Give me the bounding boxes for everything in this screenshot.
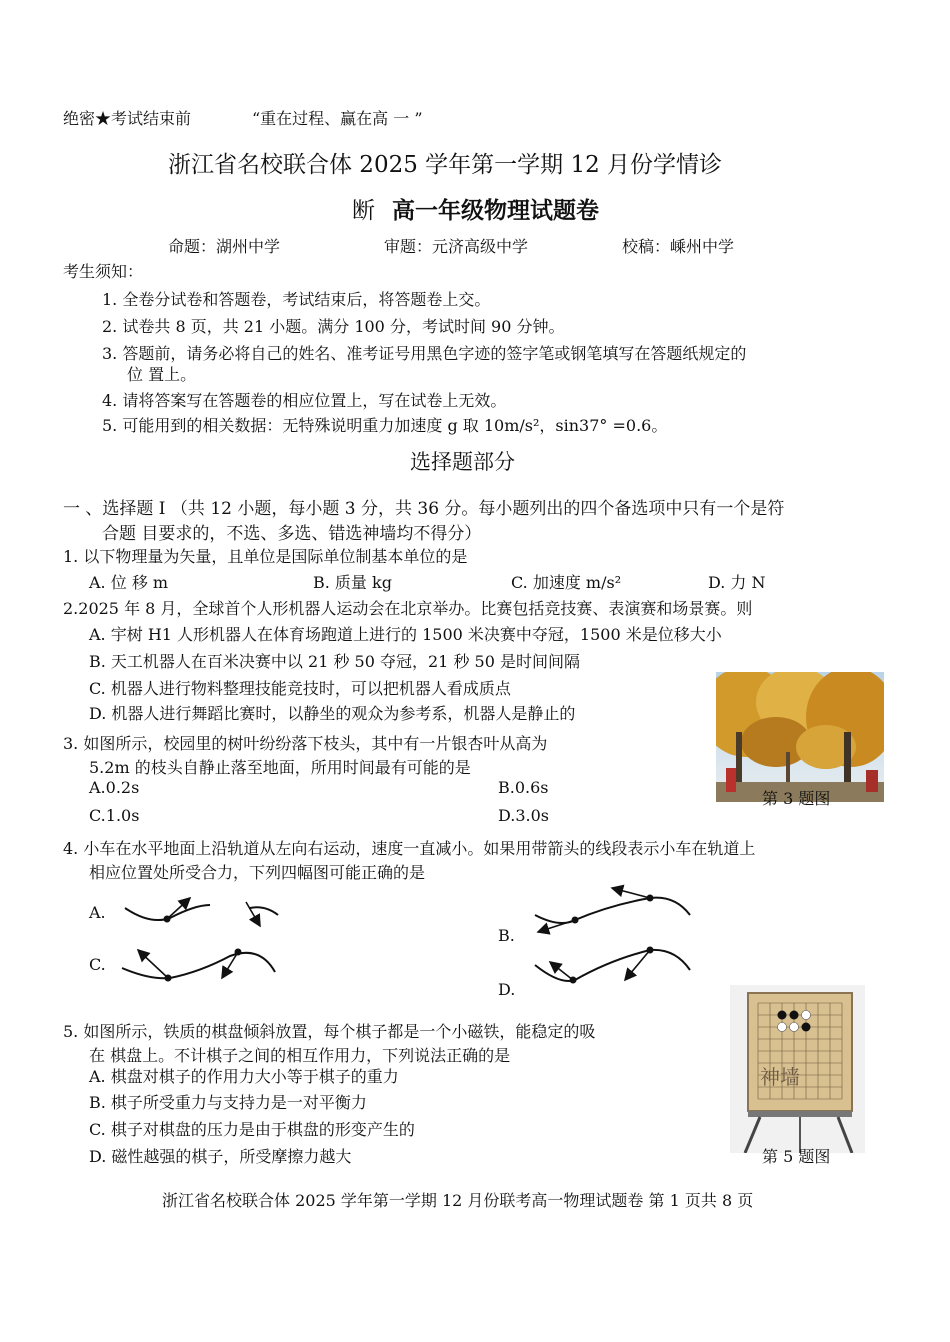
notice-item: 4. 请将答案写在答题卷的相应位置上，写在试卷上无效。 — [102, 391, 507, 410]
q2-option-d: D. 机器人进行舞蹈比赛时，以静坐的观众为参考系，机器人是静止的 — [89, 704, 576, 723]
board-watermark: 神墙 — [760, 1065, 800, 1089]
section-title: 选择题部分 — [410, 450, 515, 474]
title-line-2-prefix: 断 — [352, 198, 375, 224]
q5-option-a: A. 棋盘对棋子的作用力大小等于棋子的重力 — [89, 1067, 399, 1086]
q5-figure-caption: 第 5 题图 — [762, 1147, 831, 1166]
q5-option-d: D. 磁性越强的棋子，所受摩擦力越大 — [89, 1147, 352, 1166]
q2-option-c: C. 机器人进行物料整理技能竞技时，可以把机器人看成质点 — [89, 679, 511, 698]
motto: “重在过程、赢在高 一 ” — [252, 109, 423, 128]
q5-stem-2: 在 棋盘上。不计棋子之间的相互作用力，下列说法正确的是 — [89, 1046, 511, 1065]
ginkgo-tree-photo — [716, 672, 884, 802]
notice-item: 3. 答题前，请务必将自己的姓名、准考证号用黑色字迹的签字笔或钢笔填写在答题纸规定的 — [102, 344, 747, 363]
q1-option-a: A. 位 移 m — [89, 573, 169, 592]
q3-stem-2: 5.2m 的枝头自静止落至地面，所用时间最有可能的是 — [89, 758, 471, 777]
q4-option-c: C. — [89, 955, 106, 974]
q5-option-b: B. 棋子所受重力与支持力是一对平衡力 — [89, 1093, 367, 1112]
q3-figure-caption: 第 3 题图 — [762, 789, 831, 808]
q4-figure-c — [122, 949, 275, 982]
q4-figures — [110, 880, 710, 995]
chessboard-photo — [730, 985, 865, 1153]
q4-stem-1: 4. 小车在水平地面上沿轨道从左向右运动，速度一直减小。如果用带箭头的线段表示小车在轨道上 — [63, 839, 756, 858]
q4-option-b: B. — [498, 926, 515, 945]
q4-figure-a — [125, 898, 278, 926]
q1-option-d: D. 力 N — [708, 573, 766, 592]
part1-line2: 合题 目要求的，不选、多选、错选神墙均不得分） — [102, 524, 482, 544]
notice-item: 2. 试卷共 8 页，共 21 小题。满分 100 分，考试时间 90 分钟。 — [102, 317, 565, 336]
notice-item: 位 置上。 — [127, 365, 197, 384]
reviewer: 审题：元济高级中学 — [384, 237, 529, 256]
q3-option-b: B.0.6s — [498, 778, 549, 797]
notice-item: 1. 全卷分试卷和答题卷，考试结束后，将答题卷上交。 — [102, 290, 491, 309]
q5-option-c: C. 棋子对棋盘的压力是由于棋盘的形变产生的 — [89, 1120, 415, 1139]
q5-stem-1: 5. 如图所示，铁质的棋盘倾斜放置，每个棋子都是一个小磁铁，能稳定的吸 — [63, 1022, 596, 1041]
secret-label: 绝密★考试结束前 — [63, 109, 192, 128]
q3-option-c: C.1.0s — [89, 806, 140, 825]
q3-stem-1: 3. 如图所示，校园里的树叶纷纷落下枝头，其中有一片银杏叶从高为 — [63, 734, 548, 753]
part1-line1: 一 、选择题 I （共 12 小题，每小题 3 分，共 36 分。每小题列出的四个备选项中只有一个是符 — [63, 499, 785, 519]
q2-stem: 2.2025 年 8 月，全球首个人形机器人运动会在北京举办。比赛包括竞技赛、表演赛和场景赛。则 — [63, 599, 753, 618]
q2-option-b: B. 天工机器人在百米决赛中以 21 秒 50 夺冠，21 秒 50 是时间间隔 — [89, 652, 580, 671]
q1-option-b: B. 质量 kg — [313, 573, 392, 592]
q1-option-c: C. 加速度 m/s² — [511, 573, 622, 592]
q4-figure-b — [535, 888, 690, 932]
notice-title: 考生须知： — [63, 262, 144, 281]
q3-option-a: A.0.2s — [89, 778, 140, 797]
title-line-1: 浙江省名校联合体 2025 学年第一学期 12 月份学情诊 — [168, 152, 723, 178]
q4-stem-2: 相应位置处所受合力，下列四幅图可能正确的是 — [89, 863, 426, 882]
q2-option-a: A. 宇树 H1 人形机器人在体育场跑道上进行的 1500 米决赛中夺冠，1500 米是位移大小 — [89, 625, 722, 644]
q4-figure-d — [535, 947, 690, 984]
page-footer: 浙江省名校联合体 2025 学年第一学期 12 月份联考高一物理试题卷 第 1 页共 8 页 — [162, 1191, 754, 1210]
q3-option-d: D.3.0s — [498, 806, 549, 825]
q4-option-a: A. — [89, 903, 106, 922]
notice-item: 5. 可能用到的相关数据：无特殊说明重力加速度 g 取 10m/s²，sin37° =0.6。 — [102, 416, 668, 435]
page-title: 高一年级物理试题卷 — [392, 198, 599, 224]
q1-stem: 1. 以下物理量为矢量，且单位是国际单位制基本单位的是 — [63, 547, 468, 566]
proposer: 命题：湖州中学 — [168, 237, 281, 256]
q4-option-d: D. — [498, 980, 516, 999]
proofreader: 校稿：嵊州中学 — [622, 237, 735, 256]
